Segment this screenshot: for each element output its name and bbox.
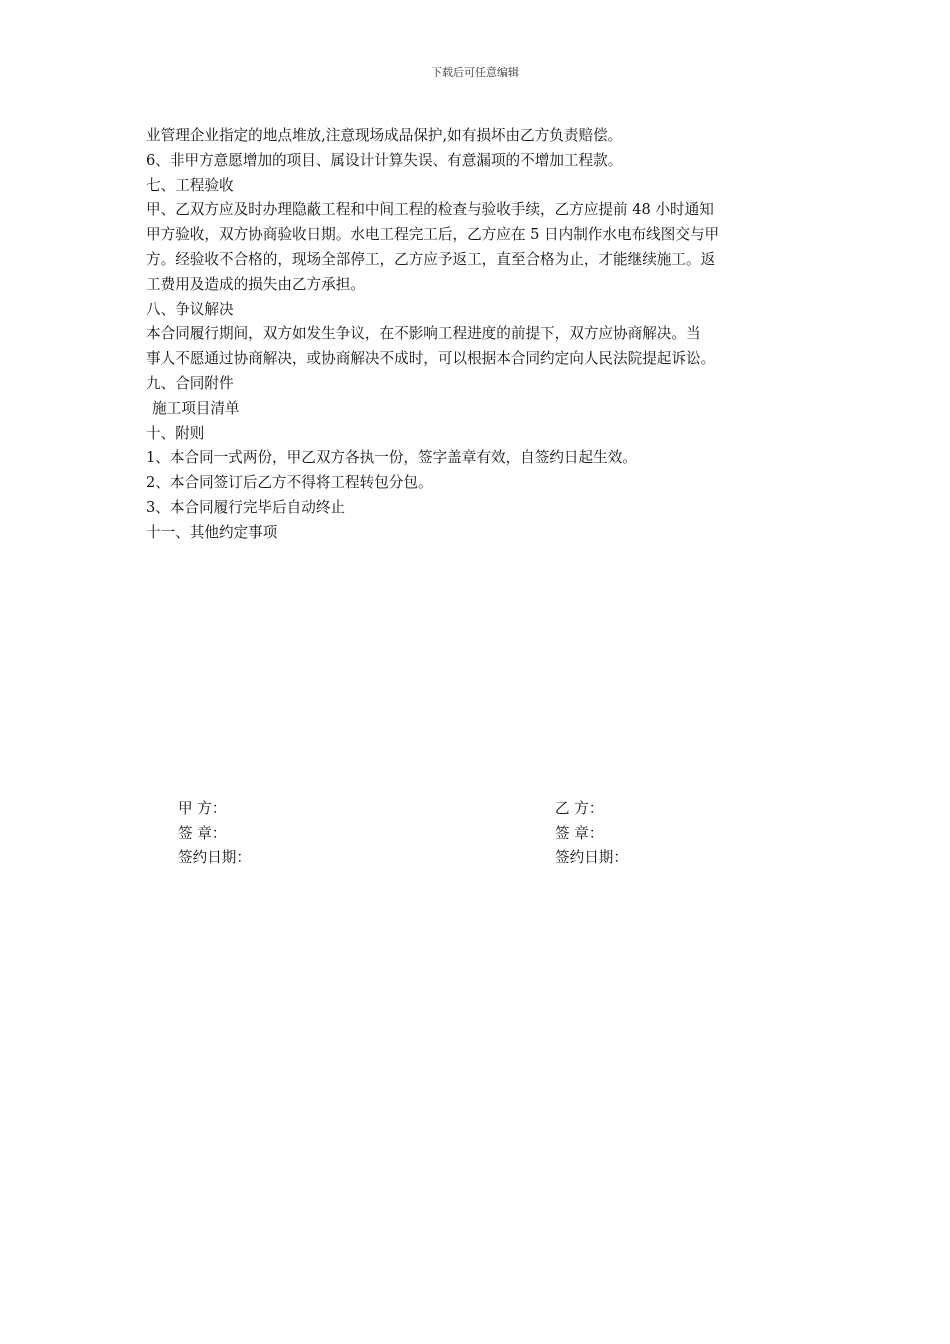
party-b-date-label: 签约日期：: [555, 849, 628, 867]
paragraph-line: 甲方验收，双方协商验收日期。水电工程完工后，乙方应在 5 日内制作水电布线图交与甲: [146, 226, 720, 244]
party-a-seal-label: 签 章：: [178, 824, 227, 842]
page-header-note: 下载后可任意编辑: [431, 66, 519, 79]
party-b-seal-label: 签 章：: [555, 824, 604, 842]
party-a-signature-block: [178, 797, 251, 871]
contract-body: [146, 124, 806, 546]
paragraph-line: 事人不愿通过协商解决，或协商解决不成时，可以根据本合同约定向人民法院提起诉讼。: [146, 350, 716, 368]
clause-item: 3、本合同履行完毕后自动终止: [146, 498, 346, 516]
paragraph-line: 业管理企业指定的地点堆放,注意现场成品保护,如有损坏由乙方负责赔偿。: [146, 127, 623, 144]
paragraph-line: 本合同履行期间，双方如发生争议，在不影响工程进度的前提下，双方应协商解决。当: [146, 325, 701, 343]
party-b-signature-block: [555, 797, 628, 871]
section-heading: 九、合同附件: [146, 374, 234, 392]
party-a-label: 甲 方：: [178, 800, 227, 817]
paragraph-line: 方。经验收不合格的，现场全部停工，乙方应予返工，直至合格为止，才能继续施工。返: [146, 250, 716, 268]
section-heading: 十、附则: [146, 424, 205, 442]
section-heading: 八、争议解决: [146, 300, 234, 318]
paragraph-line: 甲、乙双方应及时办理隐蔽工程和中间工程的检查与验收手续，乙方应提前 48 小时通知: [146, 201, 714, 219]
paragraph-line: 工费用及造成的损失由乙方承担。: [146, 275, 365, 293]
clause-item: 2、本合同签订后乙方不得将工程转包分包。: [146, 474, 433, 492]
clause-item: 6、非甲方意愿增加的项目、属设计计算失误、有意漏项的不增加工程款。: [146, 151, 623, 169]
party-a-date-label: 签约日期：: [178, 849, 251, 867]
attachment-item: 施工项目清单: [152, 399, 240, 417]
section-heading: 十一、其他约定事项: [146, 523, 278, 541]
party-b-label: 乙 方：: [555, 800, 604, 817]
clause-item: 1、本合同一式两份，甲乙双方各执一份，签字盖章有效，自签约日起生效。: [146, 449, 637, 467]
section-heading: 七、工程验收: [146, 176, 234, 194]
